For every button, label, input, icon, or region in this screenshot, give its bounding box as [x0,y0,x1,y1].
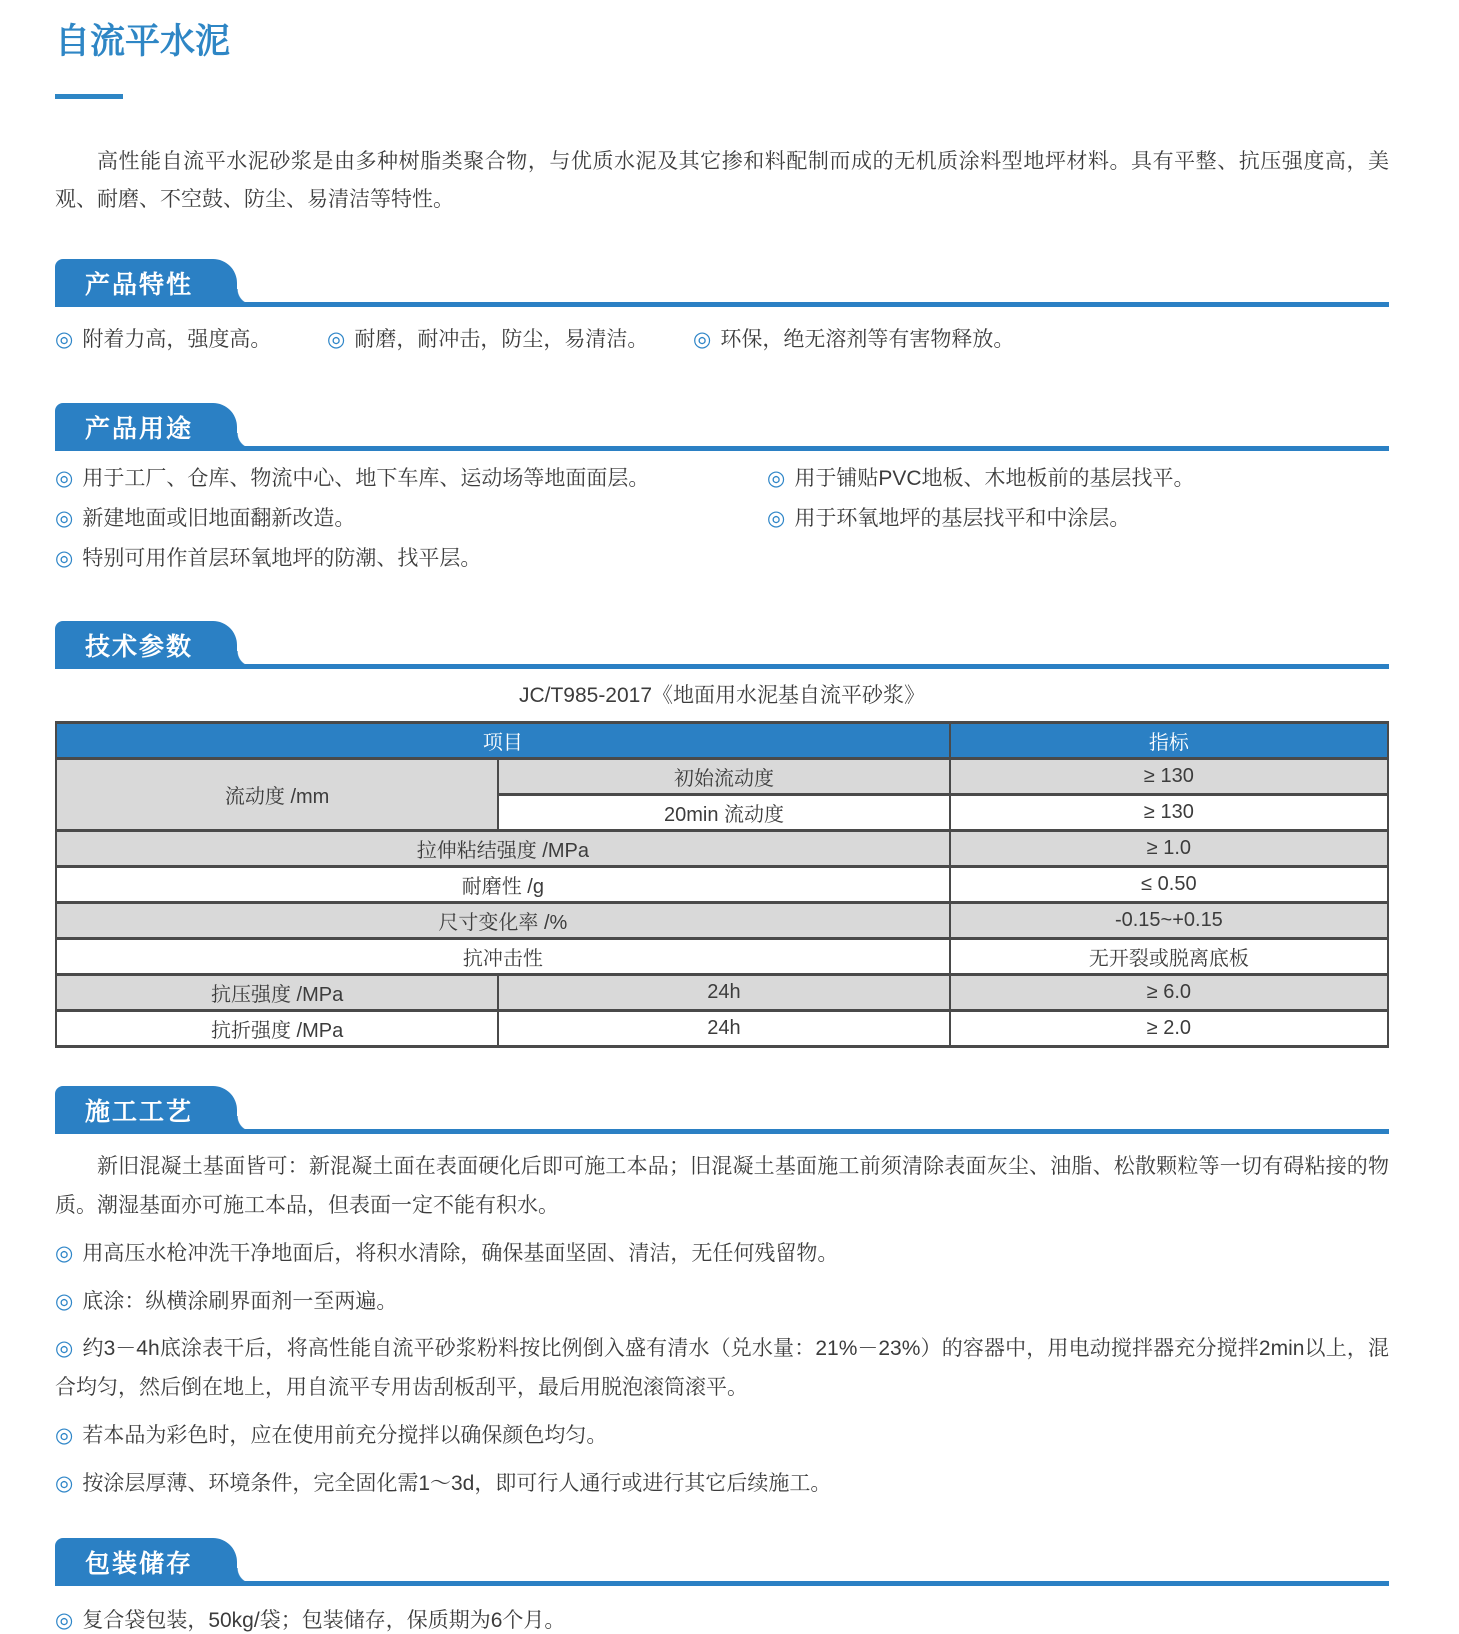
spec-cell: -0.15~+0.15 [950,903,1388,939]
spec-cell: 耐磨性 /g [56,867,950,903]
table-row [56,975,1388,1011]
process-step-text: 若本品为彩色时，应在使用前充分搅拌以确保颜色均匀。 [82,1424,608,1448]
features-tab [55,259,237,307]
section-header-features [55,259,1389,307]
table-row [56,831,1388,867]
table-header-row [56,723,1388,759]
spec-cell: ≥ 130 [950,795,1388,831]
ring-bullet-icon: ◎ [55,1289,74,1313]
spec-cell: 抗折强度 /MPa [56,1011,498,1047]
use-text: 用于环氧地坪的基层找平和中涂层。 [794,506,1131,530]
list-item [55,467,767,491]
ring-bullet-icon: ◎ [55,546,74,570]
use-text: 新建地面或旧地面翻新改造。 [82,506,356,530]
storage-title: 包装储存 [85,1549,194,1578]
ring-bullet-icon: ◎ [55,1608,74,1632]
ring-bullet-icon: ◎ [55,1471,74,1495]
spec-cell: ≥ 1.0 [950,831,1388,867]
features-title: 产品特性 [85,270,194,299]
spec-cell: ≥ 130 [950,759,1388,795]
specs-tab [55,621,237,669]
spec-cell: 20min 流动度 [498,795,950,831]
spec-cell: 拉伸粘结强度 /MPa [56,831,950,867]
spec-cell: 无开裂或脱离底板 [950,939,1388,975]
list-item [55,1283,1389,1322]
list-item [693,323,1014,353]
ring-bullet-icon: ◎ [55,1424,74,1448]
list-item [55,1604,1389,1634]
table-row [56,939,1388,975]
spec-cell: 抗压强度 /MPa [56,975,498,1011]
spec-cell: 24h [498,975,950,1011]
specs-title: 技术参数 [85,633,194,662]
uses-list [55,467,1389,587]
column-header-index: 指标 [950,723,1388,759]
list-item [55,1330,1389,1408]
list-item [55,507,767,531]
ring-bullet-icon: ◎ [55,1337,74,1361]
storage-tab [55,1538,237,1586]
spec-cell: 抗冲击性 [56,939,950,975]
uses-left-column [55,467,767,587]
uses-right-column [767,467,1389,587]
intro-paragraph: 高性能自流平水泥砂浆是由多种树脂类聚合物，与优质水泥及其它掺和料配制而成的无机质涂料型地坪材料。具有平整、抗压强度高，美观、耐磨、不空鼓、防尘、易清洁等特性。 [55,150,1389,211]
ring-bullet-icon: ◎ [55,1241,74,1265]
process-list [55,1235,1389,1504]
list-item [767,507,1389,531]
process-step-text: 按涂层厚薄、环境条件，完全固化需1～3d，即可行人通行或进行其它后续施工。 [82,1471,832,1495]
feature-text: 耐磨，耐冲击，防尘，易清洁。 [354,327,649,351]
list-item [55,1417,1389,1456]
section-header-uses [55,403,1389,451]
process-paragraph: 新旧混凝土基面皆可：新混凝土面在表面硬化后即可施工本品；旧混凝土基面施工前须清除表面灰尘、油脂、松散颗粒等一切有碍粘接的物质。潮湿基面亦可施工本品，但表面一定不能有积水。 [55,1155,1389,1217]
process-step-text: 用高压水枪冲洗干净地面后，将积水清除，确保基面坚固、清洁，无任何残留物。 [82,1241,839,1265]
section-header-specs [55,621,1389,669]
list-item [55,547,767,571]
uses-title: 产品用途 [85,414,194,443]
list-item [327,323,693,353]
spec-cell: 流动度 /mm [56,759,498,831]
feature-text: 附着力高，强度高。 [82,327,272,351]
specs-table [55,721,1389,1048]
section-header-storage [55,1538,1389,1586]
table-row [56,1011,1388,1047]
ring-bullet-icon: ◎ [55,466,74,490]
ring-bullet-icon: ◎ [55,327,74,351]
spec-cell: 24h [498,1011,950,1047]
spec-cell: ≥ 2.0 [950,1011,1388,1047]
feature-text: 环保，绝无溶剂等有害物释放。 [720,327,1015,351]
use-text: 用于工厂、仓库、物流中心、地下车库、运动场等地面面层。 [82,466,650,490]
process-title: 施工工艺 [85,1098,194,1127]
ring-bullet-icon: ◎ [767,506,786,530]
table-row [56,867,1388,903]
specs-standard-caption: JC/T985-2017《地面用水泥基自流平砂浆》 [518,684,926,708]
section-header-process [55,1086,1389,1134]
list-item [55,1235,1389,1274]
list-item [55,323,327,353]
spec-cell: 初始流动度 [498,759,950,795]
uses-tab [55,403,237,451]
process-tab [55,1086,237,1134]
table-row [56,903,1388,939]
process-step-text: 底涂：纵横涂刷界面剂一至两遍。 [82,1289,398,1313]
ring-bullet-icon: ◎ [693,327,712,351]
spec-cell: 尺寸变化率 /% [56,903,950,939]
table-row [56,759,1388,795]
spec-cell: ≥ 6.0 [950,975,1388,1011]
spec-cell: ≤ 0.50 [950,867,1388,903]
list-item [767,467,1389,491]
ring-bullet-icon: ◎ [767,466,786,490]
use-text: 用于铺贴PVC地板、木地板前的基层找平。 [794,466,1195,490]
column-header-item: 项目 [56,723,950,759]
process-step-text: 约3－4h底涂表干后，将高性能自流平砂浆粉料按比例倒入盛有清水（兑水量：21%－23%）的容器中，用电动搅拌器充分搅拌2min以上，混合均匀，然后倒在地上，用自流平专用齿刮板刮平，最后用脱泡滚筒滚平。 [55,1337,1389,1400]
storage-text: 复合袋包装，50kg/袋；包装储存，保质期为6个月。 [82,1608,566,1632]
features-list [55,323,1389,353]
list-item [55,1465,1389,1504]
page-title: 自流平水泥 [55,22,231,61]
title-underline-dash [55,94,123,99]
ring-bullet-icon: ◎ [327,327,346,351]
ring-bullet-icon: ◎ [55,506,74,530]
use-text: 特别可用作首层环氧地坪的防潮、找平层。 [82,546,482,570]
